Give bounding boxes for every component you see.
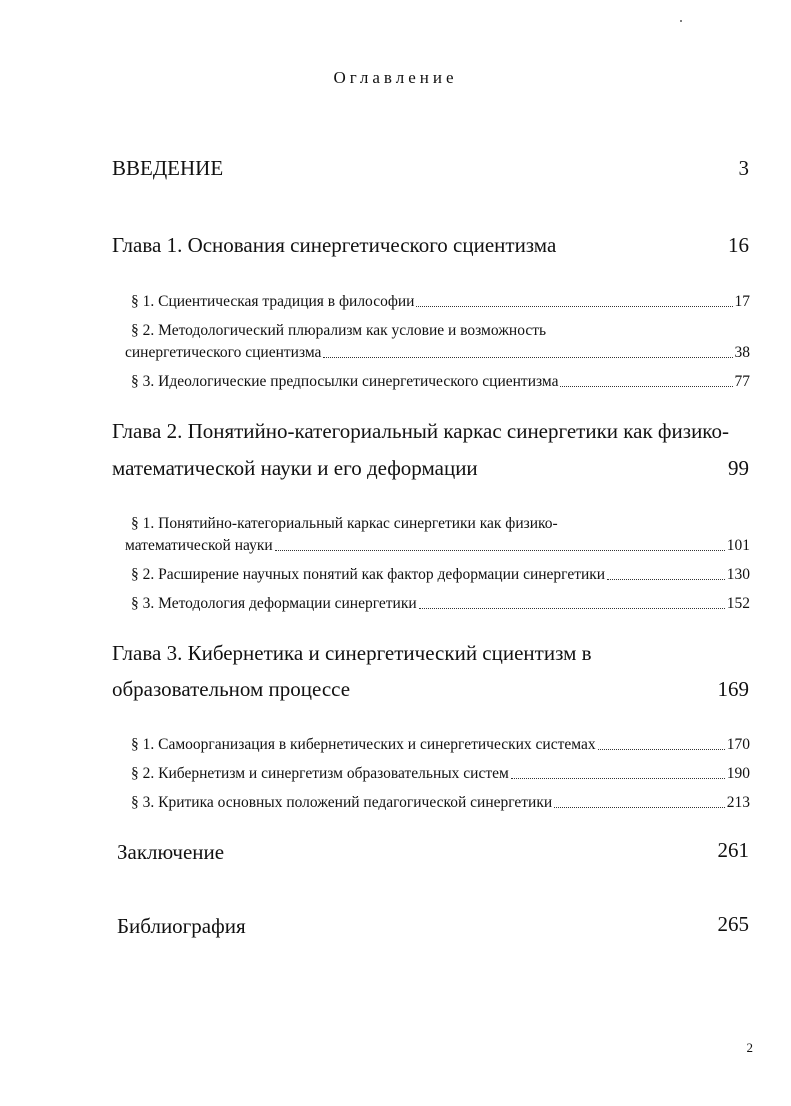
toc-chapter2-line1: Глава 2. Понятийно-категориальный каркас синергетики как физико-	[112, 419, 729, 443]
dot-leader	[323, 357, 732, 358]
page-number: 2	[746, 1040, 753, 1055]
toc-ch2-sec3	[131, 595, 750, 613]
toc-entry-text: § 1. Самоорганизация в кибернетических и синергетических системах	[131, 736, 596, 753]
toc-bibliography-label: Библиография	[117, 914, 246, 938]
toc-chapter3-page: 169	[717, 677, 749, 701]
toc-ch2-sec1-line1: § 1. Понятийно-категориальный каркас синергетики как физико-	[131, 515, 558, 532]
toc-intro-page: 3	[738, 156, 749, 180]
toc-entry-page: 170	[726, 736, 750, 753]
dot-leader	[419, 608, 725, 609]
toc-ch1-sec3	[131, 373, 750, 391]
dot-leader	[560, 386, 732, 387]
toc-ch2-sec1	[125, 537, 750, 555]
dot-leader	[598, 749, 725, 750]
toc-conclusion-label: Заключение	[117, 840, 225, 864]
scan-speck	[680, 20, 682, 22]
toc-chapter1-label: Глава 1. Основания синергетического сциентизма	[112, 233, 557, 257]
toc-chapter2-page: 99	[728, 456, 749, 480]
toc-entry-text: § 2. Кибернетизм и синергетизм образовательных систем	[131, 765, 509, 782]
dot-leader	[275, 550, 725, 551]
toc-entry-text: § 3. Методология деформации синергетики	[131, 595, 417, 612]
toc-ch1-sec2	[125, 344, 750, 362]
toc-entry-page: 38	[734, 344, 750, 361]
toc-entry-text: § 1. Сциентическая традиция в философии	[131, 293, 415, 310]
toc-entry-text: § 3. Идеологические предпосылки синергетического сциентизма	[131, 373, 559, 390]
toc-chapter3-line2: образовательном процессе	[112, 677, 351, 701]
toc-entry-page: 213	[726, 794, 750, 811]
dot-leader	[607, 579, 725, 580]
toc-entry-page: 101	[726, 537, 750, 554]
toc-intro-label: ВВЕДЕНИЕ	[112, 156, 224, 180]
page-title: Оглавление	[333, 68, 458, 87]
toc-conclusion-page: 261	[717, 838, 749, 862]
toc-ch1-sec2-line1: § 2. Методологический плюрализм как условие и возможность	[131, 322, 547, 339]
toc-bibliography-page: 265	[717, 912, 749, 936]
toc-ch2-sec2	[131, 566, 750, 584]
toc-entry-page: 17	[734, 293, 750, 310]
toc-chapter3-line1: Глава 3. Кибернетика и синергетический сциентизм в	[112, 641, 592, 665]
dot-leader	[416, 306, 732, 307]
dot-leader	[554, 807, 725, 808]
toc-ch3-sec1	[131, 736, 750, 754]
toc-entry-page: 130	[726, 566, 750, 583]
toc-ch1-sec1	[131, 293, 750, 311]
toc-chapter2-line2: математической науки и его деформации	[112, 456, 478, 480]
toc-entry-text: математической науки	[125, 537, 273, 554]
toc-entry-text: § 2. Расширение научных понятий как фактор деформации синергетики	[131, 566, 606, 583]
toc-entry-page: 77	[734, 373, 750, 390]
toc-ch3-sec3	[131, 794, 750, 812]
toc-entry-text: § 3. Критика основных положений педагогической синергетики	[131, 794, 553, 811]
toc-ch3-sec2	[131, 765, 750, 783]
toc-chapter1-page: 16	[728, 233, 749, 257]
dot-leader	[511, 778, 725, 779]
toc-entry-text: синергетического сциентизма	[125, 344, 322, 361]
toc-entry-page: 152	[726, 595, 750, 612]
toc-entry-page: 190	[726, 765, 750, 782]
